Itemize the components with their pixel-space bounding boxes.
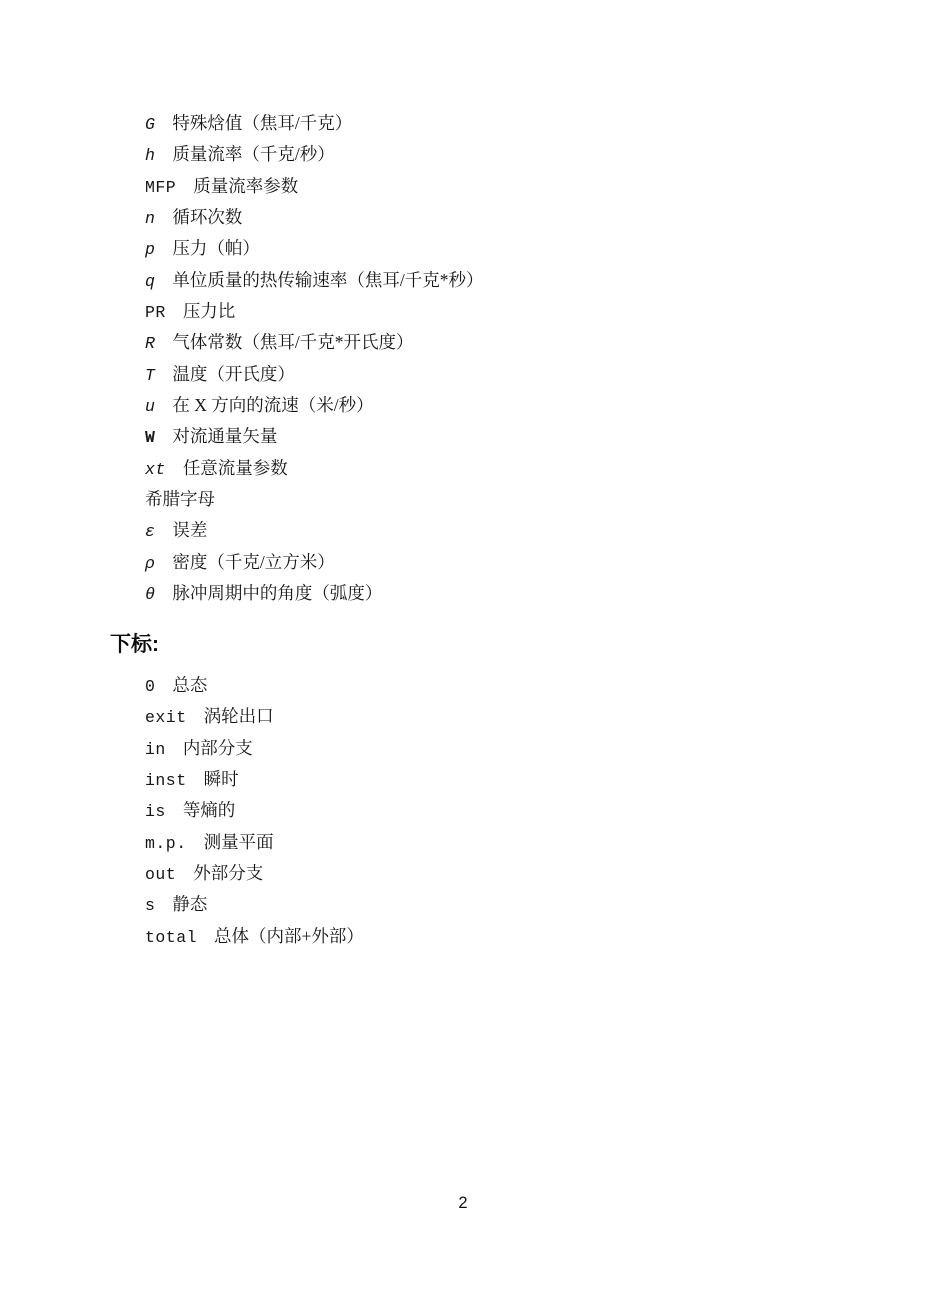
definition-text: 对流通量矢量 xyxy=(172,426,278,447)
subscript-definition: 总态 xyxy=(172,675,208,695)
nomenclature-row xyxy=(145,265,484,296)
symbol-label: MFP xyxy=(145,177,177,197)
definition-text: 单位质量的热传输速率（焦耳/千克*秒） xyxy=(172,269,484,290)
symbol-label: ρ xyxy=(145,553,156,573)
subscript-symbol: inst xyxy=(145,771,187,791)
subscript-row xyxy=(145,670,364,701)
definition-text: 脉冲周期中的角度（弧度） xyxy=(172,583,383,604)
symbol-label: G xyxy=(145,115,156,134)
subscript-definition: 测量平面 xyxy=(203,831,274,852)
definition-text: 压力比 xyxy=(182,301,236,322)
symbol-label: R xyxy=(145,334,156,354)
definition-text: 密度（千克/立方米） xyxy=(172,551,335,572)
symbol-label: h xyxy=(145,146,156,166)
subscript-definition: 涡轮出口 xyxy=(203,706,274,727)
subscript-row xyxy=(145,795,364,826)
definition-text: 循环次数 xyxy=(172,207,243,228)
nomenclature-row xyxy=(145,233,484,264)
nomenclature-row xyxy=(145,453,484,484)
nomenclature-list xyxy=(145,108,484,610)
subscript-row xyxy=(145,858,364,889)
subscript-row xyxy=(145,764,364,795)
subscript-symbol: out xyxy=(145,865,177,885)
symbol-label: θ xyxy=(145,585,156,605)
definition-text: 在 X 方向的流速（米/秒） xyxy=(172,395,374,416)
nomenclature-row xyxy=(145,578,484,609)
subscript-symbol: in xyxy=(145,739,166,759)
subscripts-heading: 下标: xyxy=(110,633,159,656)
nomenclature-row xyxy=(145,296,484,327)
nomenclature-row xyxy=(145,327,484,358)
definition-text: 特殊焓值（焦耳/千克） xyxy=(172,113,353,133)
greek-letters-label-row xyxy=(145,484,484,515)
symbol-label: n xyxy=(145,209,156,229)
subscript-row xyxy=(145,921,364,952)
nomenclature-row xyxy=(145,421,484,452)
definition-text: 质量流率（千克/秒） xyxy=(172,144,335,165)
symbol-label: xt xyxy=(145,459,166,479)
symbol-label: u xyxy=(145,397,156,417)
subscript-definition: 外部分支 xyxy=(193,863,264,884)
subscript-symbol: is xyxy=(145,802,166,822)
subscript-row xyxy=(145,889,364,920)
subscript-symbol: m.p. xyxy=(145,833,187,853)
subscript-definition: 等熵的 xyxy=(182,800,236,821)
subscript-definition: 总体（内部+外部） xyxy=(214,925,364,946)
symbol-label: q xyxy=(145,271,156,291)
definition-text: 误差 xyxy=(172,520,208,541)
definition-text: 气体常数（焦耳/千克*开氏度） xyxy=(172,332,414,353)
subscript-definition: 静态 xyxy=(172,894,208,915)
definition-text: 温度（开氏度） xyxy=(172,363,295,384)
nomenclature-row xyxy=(145,547,484,578)
nomenclature-row xyxy=(145,108,484,139)
subscript-symbol: 0 xyxy=(145,677,156,696)
subscripts-list xyxy=(145,670,364,952)
symbol-label: W xyxy=(145,428,156,448)
definition-text: 压力（帕） xyxy=(172,238,260,259)
nomenclature-row xyxy=(145,202,484,233)
subscript-definition: 内部分支 xyxy=(182,737,253,758)
symbol-label: T xyxy=(145,365,156,385)
subscript-symbol: s xyxy=(145,896,156,916)
nomenclature-row xyxy=(145,390,484,421)
subscript-definition: 瞬时 xyxy=(203,769,239,790)
symbol-label: p xyxy=(145,240,156,260)
subscript-row xyxy=(145,733,364,764)
nomenclature-row xyxy=(145,139,484,170)
definition-text: 任意流量参数 xyxy=(182,457,288,478)
definition-text: 质量流率参数 xyxy=(193,175,299,196)
subscript-symbol: exit xyxy=(145,708,187,728)
nomenclature-row xyxy=(145,359,484,390)
section-label: 希腊字母 xyxy=(145,489,215,510)
subscript-row xyxy=(145,827,364,858)
symbol-label: ε xyxy=(145,522,156,542)
page-number: 2 xyxy=(458,1194,468,1212)
subscript-symbol: total xyxy=(145,927,198,947)
nomenclature-row xyxy=(145,171,484,202)
symbol-label: PR xyxy=(145,303,166,323)
nomenclature-row xyxy=(145,515,484,546)
subscript-row xyxy=(145,701,364,732)
